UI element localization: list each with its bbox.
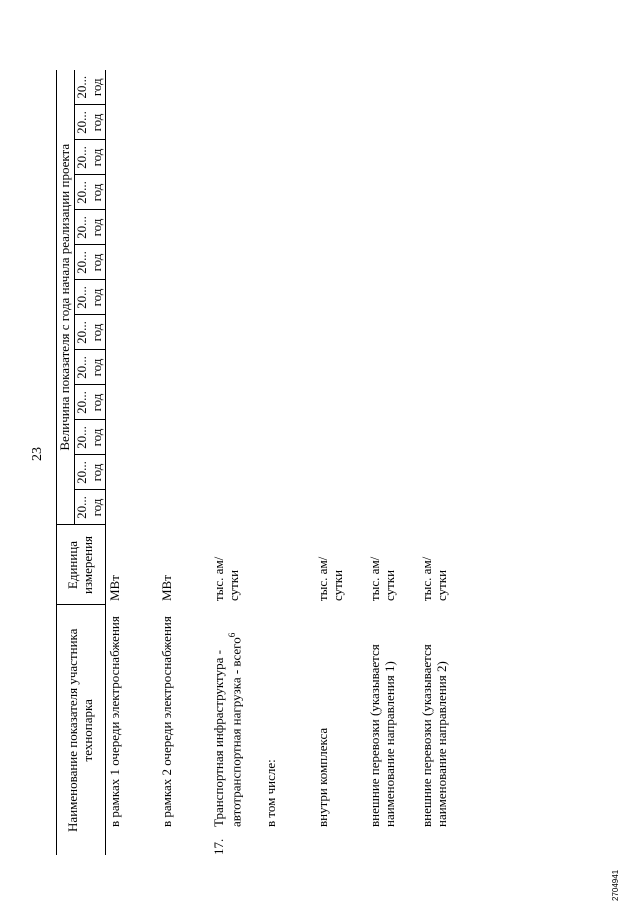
year-label: 20... — [73, 251, 89, 274]
table-row — [210, 70, 262, 855]
row-value-cell — [418, 245, 470, 280]
row-value-cell — [314, 280, 366, 315]
row-name-text: внутри комплекса — [314, 727, 330, 827]
row-value-cell — [262, 245, 314, 280]
row-value-cell — [105, 245, 158, 280]
row-number — [418, 827, 470, 855]
row-value-cell — [314, 175, 366, 210]
row-value-cell — [262, 175, 314, 210]
row-value-cell — [418, 420, 470, 455]
year-label: 20... — [73, 391, 89, 414]
footnote-marker: 6 — [226, 632, 237, 638]
row-name-text: внешние перевозки (указывается наименование направления 1) — [366, 644, 397, 827]
row-value-cell — [366, 455, 418, 490]
row-number — [262, 827, 314, 855]
row-value-cell — [418, 105, 470, 140]
table-row — [262, 70, 314, 855]
row-value-cell — [105, 420, 158, 455]
row-value-cell — [366, 420, 418, 455]
row-value-cell — [366, 490, 418, 525]
year-suffix: год — [88, 288, 104, 307]
row-value-cell — [158, 490, 210, 525]
year-header-2 — [74, 455, 105, 490]
row-value-cell — [418, 350, 470, 385]
document-id: 2704941 — [611, 869, 620, 901]
row-value-cell — [105, 350, 158, 385]
row-number: 17. — [210, 838, 226, 855]
row-value-cell — [105, 315, 158, 350]
row-value-cell — [314, 210, 366, 245]
year-suffix: год — [88, 253, 104, 272]
year-header-7 — [74, 280, 105, 315]
row-value-cell — [418, 490, 470, 525]
row-value-cell — [210, 385, 262, 420]
year-label: 20... — [73, 286, 89, 309]
row-unit: МВт — [158, 575, 174, 601]
year-header-12 — [74, 105, 105, 140]
indicator-table — [56, 70, 470, 855]
header-unit: Единица измерения — [57, 525, 106, 605]
year-label: 20... — [73, 461, 89, 484]
year-label: 20... — [73, 496, 89, 519]
row-value-cell — [210, 70, 262, 105]
row-value-cell — [105, 455, 158, 490]
row-name-text: Транспортная инфраструктура - автотранспортная нагрузка - всего — [210, 637, 244, 827]
row-indicator-name — [262, 605, 314, 827]
row-value-cell — [262, 70, 314, 105]
row-value-cell — [314, 350, 366, 385]
row-indicator-name — [418, 605, 470, 827]
year-suffix: год — [88, 323, 104, 342]
year-suffix: год — [88, 498, 104, 517]
row-value-cell — [210, 420, 262, 455]
row-value-cell — [366, 70, 418, 105]
year-header-1 — [74, 490, 105, 525]
header-value-group: Величина показателя с года начала реализации проекта — [57, 70, 75, 525]
row-value-cell — [105, 140, 158, 175]
row-value-cell — [158, 140, 210, 175]
row-value-cell — [105, 175, 158, 210]
row-value-cell — [210, 350, 262, 385]
row-value-cell — [314, 140, 366, 175]
row-value-cell — [418, 210, 470, 245]
row-value-cell — [418, 385, 470, 420]
table-header-row-1 — [57, 70, 75, 855]
year-suffix: год — [88, 148, 104, 167]
table-body — [105, 70, 470, 855]
row-value-cell — [105, 210, 158, 245]
row-value-cell — [158, 350, 210, 385]
header-indicator-name: Наименование показателя участника технопарка — [57, 605, 106, 855]
year-header-13 — [74, 70, 105, 105]
row-value-cell — [158, 70, 210, 105]
row-value-cell — [158, 280, 210, 315]
row-value-cell — [210, 245, 262, 280]
row-value-cell — [210, 140, 262, 175]
year-suffix: год — [88, 78, 104, 97]
row-value-cell — [158, 385, 210, 420]
row-value-cell — [366, 315, 418, 350]
year-header-9 — [74, 210, 105, 245]
row-unit: тыс. ам/ сутки — [366, 556, 397, 601]
row-value-cell — [262, 140, 314, 175]
row-indicator-name — [366, 605, 418, 827]
row-value-cell — [262, 350, 314, 385]
year-header-3 — [74, 420, 105, 455]
row-value-cell — [262, 210, 314, 245]
year-label: 20... — [73, 146, 89, 169]
row-indicator-name — [158, 605, 210, 827]
row-value-cell — [158, 420, 210, 455]
row-number — [158, 827, 210, 855]
row-indicator-name — [314, 605, 366, 827]
row-value-cell — [158, 245, 210, 280]
row-value-cell — [366, 385, 418, 420]
row-number — [314, 827, 366, 855]
row-value-cell — [418, 175, 470, 210]
row-indicator-name — [105, 605, 158, 827]
row-value-cell — [366, 105, 418, 140]
year-suffix: год — [88, 428, 104, 447]
row-value-cell — [366, 245, 418, 280]
row-value-cell — [105, 280, 158, 315]
row-value-cell — [210, 280, 262, 315]
row-value-cell — [105, 105, 158, 140]
row-value-cell — [418, 455, 470, 490]
year-header-8 — [74, 245, 105, 280]
row-value-cell — [158, 105, 210, 140]
row-value-cell — [262, 455, 314, 490]
year-header-4 — [74, 385, 105, 420]
row-value-cell — [262, 490, 314, 525]
year-header-5 — [74, 350, 105, 385]
row-value-cell — [105, 490, 158, 525]
row-value-cell — [314, 105, 366, 140]
table-row — [105, 70, 158, 855]
year-label: 20... — [73, 426, 89, 449]
year-label: 20... — [73, 111, 89, 134]
row-name-text: в том числе: — [262, 759, 278, 827]
row-value-cell — [366, 175, 418, 210]
year-label: 20... — [73, 181, 89, 204]
row-value-cell — [210, 315, 262, 350]
year-suffix: год — [88, 218, 104, 237]
row-value-cell — [418, 70, 470, 105]
row-value-cell — [262, 420, 314, 455]
row-value-cell — [366, 280, 418, 315]
row-value-cell — [158, 175, 210, 210]
year-header-11 — [74, 140, 105, 175]
row-unit — [262, 525, 314, 605]
row-value-cell — [314, 245, 366, 280]
table-row — [366, 70, 418, 855]
year-suffix: год — [88, 113, 104, 132]
row-number — [105, 827, 158, 855]
row-value-cell — [210, 105, 262, 140]
row-unit: МВт — [106, 575, 122, 601]
row-value-cell — [366, 140, 418, 175]
row-name-text: в рамках 1 очереди электроснабжения — [106, 616, 122, 827]
table-row — [158, 70, 210, 855]
row-value-cell — [314, 315, 366, 350]
row-value-cell — [210, 175, 262, 210]
row-value-cell — [158, 455, 210, 490]
row-name-text: внешние перевозки (указывается наименование направления 2) — [418, 644, 449, 827]
row-value-cell — [314, 70, 366, 105]
row-value-cell — [262, 280, 314, 315]
table-row — [418, 70, 470, 855]
year-suffix: год — [88, 183, 104, 202]
row-value-cell — [262, 105, 314, 140]
row-value-cell — [418, 280, 470, 315]
row-value-cell — [366, 210, 418, 245]
row-unit: тыс. ам/ сутки — [210, 556, 241, 601]
year-label: 20... — [73, 356, 89, 379]
row-name-text: в рамках 2 очереди электроснабжения — [158, 616, 174, 827]
year-label: 20... — [73, 216, 89, 239]
row-value-cell — [366, 350, 418, 385]
row-unit: тыс. ам/ сутки — [418, 556, 449, 601]
row-value-cell — [262, 385, 314, 420]
year-label: 20... — [73, 75, 89, 99]
row-value-cell — [210, 455, 262, 490]
row-value-cell — [418, 140, 470, 175]
row-value-cell — [210, 210, 262, 245]
row-value-cell — [418, 315, 470, 350]
row-value-cell — [158, 210, 210, 245]
row-value-cell — [158, 315, 210, 350]
row-value-cell — [105, 385, 158, 420]
year-suffix: год — [88, 393, 104, 412]
row-value-cell — [314, 420, 366, 455]
row-value-cell — [314, 490, 366, 525]
year-header-10 — [74, 175, 105, 210]
row-value-cell — [314, 455, 366, 490]
year-label: 20... — [73, 321, 89, 344]
year-suffix: год — [88, 463, 104, 482]
row-number — [366, 827, 418, 855]
year-header-6 — [74, 315, 105, 350]
row-value-cell — [210, 490, 262, 525]
row-value-cell — [314, 385, 366, 420]
page-number: 23 — [30, 447, 45, 461]
year-suffix: год — [88, 358, 104, 377]
row-unit: тыс. ам/ сутки — [314, 556, 345, 601]
row-value-cell — [262, 315, 314, 350]
row-indicator-name — [210, 605, 262, 827]
table-row — [314, 70, 366, 855]
row-value-cell — [105, 70, 158, 105]
